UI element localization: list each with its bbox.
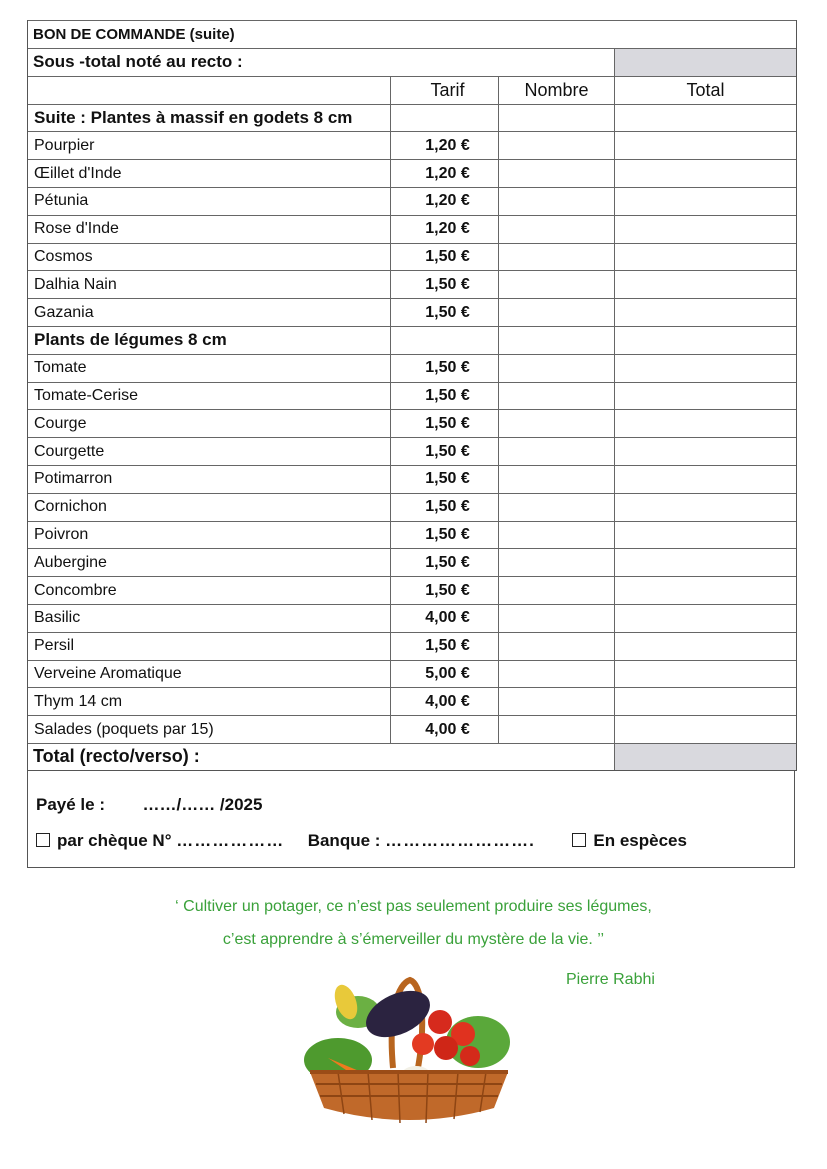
product-name: Pourpier bbox=[34, 136, 95, 154]
product-price: 1,50 € bbox=[390, 577, 498, 604]
quantity-field[interactable] bbox=[498, 438, 614, 465]
subtotal-row bbox=[28, 48, 796, 76]
grand-total-label: Total (recto/verso) : bbox=[33, 746, 200, 767]
product-name: Thym 14 cm bbox=[34, 692, 123, 710]
product-row bbox=[28, 576, 796, 604]
column-header-row bbox=[28, 76, 796, 104]
product-name: Aubergine bbox=[34, 553, 107, 571]
line-total-field[interactable] bbox=[614, 661, 796, 688]
quantity-field[interactable] bbox=[498, 577, 614, 604]
bank-field[interactable]: ……………………. bbox=[385, 830, 535, 850]
product-price: 1,50 € bbox=[390, 466, 498, 493]
line-total-field[interactable] bbox=[614, 605, 796, 632]
product-price: 1,50 € bbox=[390, 355, 498, 382]
product-price: 1,20 € bbox=[390, 132, 498, 159]
quantity-field[interactable] bbox=[498, 383, 614, 410]
product-row bbox=[28, 131, 796, 159]
product-price: 1,50 € bbox=[390, 299, 498, 326]
product-row bbox=[28, 548, 796, 576]
product-price: 1,20 € bbox=[390, 160, 498, 187]
quantity-field[interactable] bbox=[498, 188, 614, 215]
quantity-field[interactable] bbox=[498, 216, 614, 243]
section-title: Suite : Plantes à massif en godets 8 cm bbox=[34, 107, 353, 127]
product-row bbox=[28, 382, 796, 410]
product-price: 1,50 € bbox=[390, 271, 498, 298]
section-header-row bbox=[28, 104, 796, 132]
header-total: Total bbox=[614, 77, 796, 104]
product-price: 5,00 € bbox=[390, 661, 498, 688]
product-name: Pétunia bbox=[34, 192, 89, 210]
line-total-field[interactable] bbox=[614, 716, 796, 743]
line-total-field[interactable] bbox=[614, 216, 796, 243]
line-total-field[interactable] bbox=[614, 494, 796, 521]
product-name: Persil bbox=[34, 637, 75, 655]
line-total-field[interactable] bbox=[614, 549, 796, 576]
product-row bbox=[28, 687, 796, 715]
product-row bbox=[28, 187, 796, 215]
form-title-row bbox=[28, 20, 796, 48]
section-total-empty bbox=[614, 105, 796, 132]
product-name: Rose d'Inde bbox=[34, 220, 119, 238]
product-row bbox=[28, 521, 796, 549]
section-nombre-empty bbox=[498, 105, 614, 132]
product-row bbox=[28, 465, 796, 493]
section-tarif-empty bbox=[390, 105, 498, 132]
order-form bbox=[27, 20, 795, 868]
cheque-number-field[interactable]: ……………… bbox=[176, 830, 285, 850]
product-name: Cosmos bbox=[34, 247, 93, 265]
cheque-label: par chèque N° bbox=[57, 830, 172, 850]
product-price: 4,00 € bbox=[390, 688, 498, 715]
product-name: Poivron bbox=[34, 525, 89, 543]
product-name: Courge bbox=[34, 414, 87, 432]
line-total-field[interactable] bbox=[614, 383, 796, 410]
product-row bbox=[28, 632, 796, 660]
product-row bbox=[28, 270, 796, 298]
section-title: Plants de légumes 8 cm bbox=[34, 330, 227, 350]
product-price: 1,50 € bbox=[390, 244, 498, 271]
quantity-field[interactable] bbox=[498, 605, 614, 632]
product-name: Potimarron bbox=[34, 470, 113, 488]
product-price: 4,00 € bbox=[390, 716, 498, 743]
quantity-field[interactable] bbox=[498, 549, 614, 576]
line-total-field[interactable] bbox=[614, 160, 796, 187]
quantity-field[interactable] bbox=[498, 494, 614, 521]
product-price: 1,20 € bbox=[390, 216, 498, 243]
product-name: Concombre bbox=[34, 581, 117, 599]
section-total-empty bbox=[614, 327, 796, 354]
quantity-field[interactable] bbox=[498, 160, 614, 187]
line-total-field[interactable] bbox=[614, 299, 796, 326]
line-total-field[interactable] bbox=[614, 355, 796, 382]
product-name: Cornichon bbox=[34, 498, 107, 516]
product-row bbox=[28, 604, 796, 632]
quantity-field[interactable] bbox=[498, 522, 614, 549]
quantity-field[interactable] bbox=[498, 661, 614, 688]
header-tarif: Tarif bbox=[390, 77, 498, 104]
product-row bbox=[28, 409, 796, 437]
subtotal-label: Sous -total noté au recto : bbox=[33, 52, 243, 72]
line-total-field[interactable] bbox=[614, 438, 796, 465]
paid-label: Payé le : bbox=[36, 794, 105, 814]
quantity-field[interactable] bbox=[498, 355, 614, 382]
line-total-field[interactable] bbox=[614, 271, 796, 298]
grand-total-field[interactable] bbox=[614, 744, 796, 770]
quote-line-1: ‘ Cultiver un potager, ce n’est pas seulement produire ses légumes, bbox=[175, 898, 652, 915]
product-price: 1,20 € bbox=[390, 188, 498, 215]
product-name: Dalhia Nain bbox=[34, 275, 117, 293]
product-row bbox=[28, 243, 796, 271]
product-row bbox=[28, 437, 796, 465]
product-row bbox=[28, 660, 796, 688]
product-price: 1,50 € bbox=[390, 494, 498, 521]
line-total-field[interactable] bbox=[614, 132, 796, 159]
bank-label: Banque : bbox=[307, 830, 381, 850]
quantity-field[interactable] bbox=[498, 633, 614, 660]
product-name: Gazania bbox=[34, 303, 94, 321]
product-price: 1,50 € bbox=[390, 438, 498, 465]
vegetable-basket-illustration bbox=[298, 972, 520, 1128]
product-name: Tomate bbox=[34, 359, 87, 377]
line-total-field[interactable] bbox=[614, 633, 796, 660]
product-name: Tomate-Cerise bbox=[34, 386, 139, 404]
quantity-field[interactable] bbox=[498, 688, 614, 715]
table-body bbox=[28, 104, 796, 743]
quantity-field[interactable] bbox=[498, 466, 614, 493]
line-total-field[interactable] bbox=[614, 688, 796, 715]
cash-checkbox[interactable] bbox=[572, 833, 586, 847]
header-empty bbox=[28, 77, 390, 104]
product-price: 1,50 € bbox=[390, 522, 498, 549]
product-price: 1,50 € bbox=[390, 410, 498, 437]
product-name: Basilic bbox=[34, 609, 81, 627]
quantity-field[interactable] bbox=[498, 271, 614, 298]
cash-label: En espèces bbox=[593, 830, 687, 850]
line-total-field[interactable] bbox=[614, 188, 796, 215]
header-nombre: Nombre bbox=[498, 77, 614, 104]
product-row bbox=[28, 298, 796, 326]
line-total-field[interactable] bbox=[614, 522, 796, 549]
quantity-field[interactable] bbox=[498, 132, 614, 159]
product-price: 4,00 € bbox=[390, 605, 498, 632]
section-tarif-empty bbox=[390, 327, 498, 354]
payment-method-line bbox=[36, 831, 687, 851]
quantity-field[interactable] bbox=[498, 244, 614, 271]
quantity-field[interactable] bbox=[498, 299, 614, 326]
quantity-field[interactable] bbox=[498, 410, 614, 437]
order-table bbox=[27, 20, 797, 771]
product-name: Verveine Aromatique bbox=[34, 664, 182, 682]
line-total-field[interactable] bbox=[614, 244, 796, 271]
quantity-field[interactable] bbox=[498, 716, 614, 743]
product-row bbox=[28, 493, 796, 521]
product-name: Courgette bbox=[34, 442, 105, 460]
product-row bbox=[28, 215, 796, 243]
product-row bbox=[28, 159, 796, 187]
subtotal-value-field[interactable] bbox=[614, 49, 796, 76]
line-total-field[interactable] bbox=[614, 466, 796, 493]
quote-line-2: c’est apprendre à s’émerveiller du mystère de la vie. ’’ bbox=[222, 931, 605, 948]
section-nombre-empty bbox=[498, 327, 614, 354]
product-row bbox=[28, 354, 796, 382]
section-header-row bbox=[28, 326, 796, 354]
line-total-field[interactable] bbox=[614, 410, 796, 437]
line-total-field[interactable] bbox=[614, 577, 796, 604]
grand-total-row bbox=[28, 743, 796, 771]
product-name: Salades (poquets par 15) bbox=[34, 720, 214, 738]
cheque-checkbox[interactable] bbox=[36, 833, 50, 847]
form-title: BON DE COMMANDE (suite) bbox=[33, 26, 235, 43]
paid-date-field[interactable]: ……/…… /2025 bbox=[142, 794, 263, 814]
product-price: 1,50 € bbox=[390, 633, 498, 660]
payment-box bbox=[27, 771, 795, 868]
product-row bbox=[28, 715, 796, 743]
quote-author: Pierre Rabhi bbox=[566, 971, 655, 988]
product-name: Œillet d'Inde bbox=[34, 164, 122, 182]
product-price: 1,50 € bbox=[390, 549, 498, 576]
paid-date-line bbox=[36, 795, 262, 815]
product-price: 1,50 € bbox=[390, 383, 498, 410]
